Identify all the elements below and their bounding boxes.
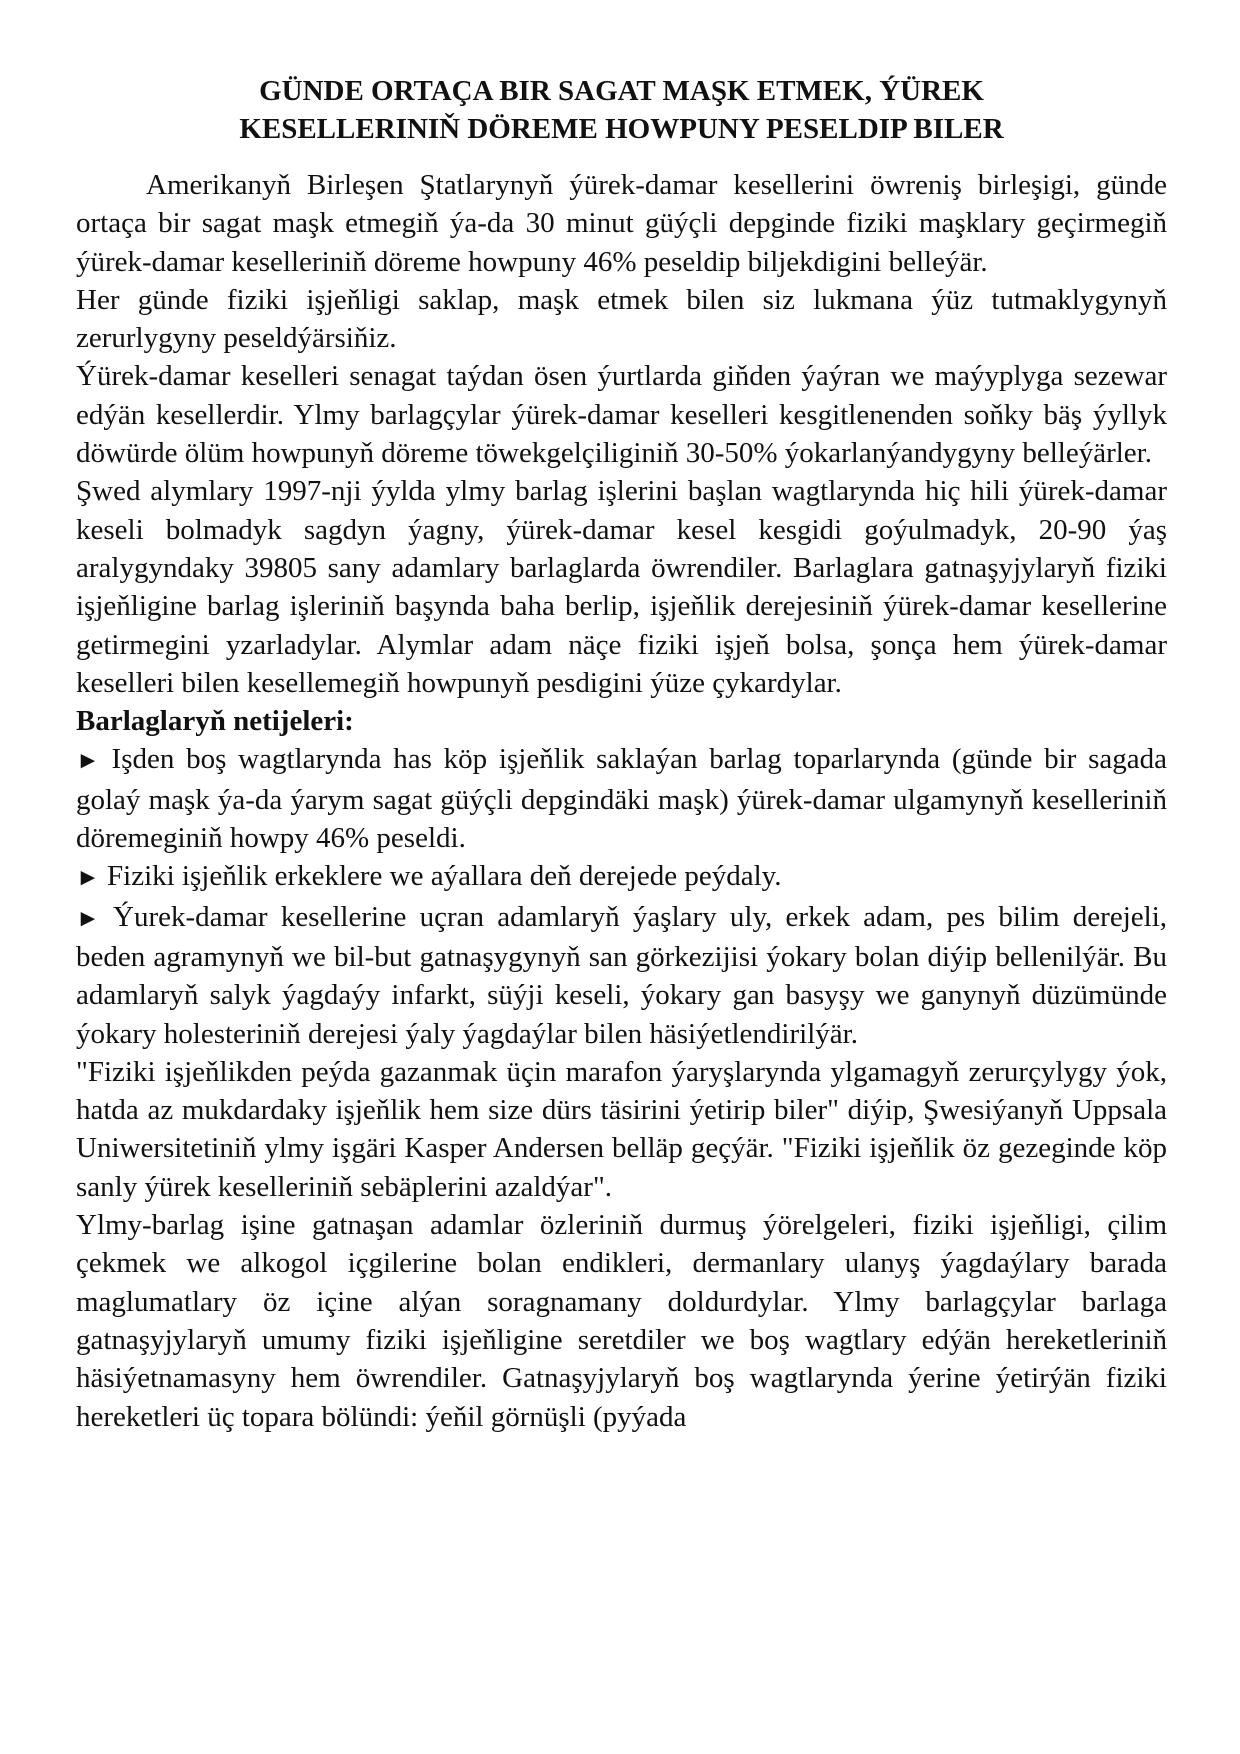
title-line-2: KESELLERINIŇ DÖREME HOWPUNY PESELDIP BILER xyxy=(239,113,1004,145)
bullet-text: Işden boş wagtlarynda has köp işjeňlik saklaýan barlag toparlarynda (günde bir sagada golaý maşk ýa-da ýarym sagat güýçli depgindäki maşk) ýürek-damar ulgamynyň keselleriniň döremeginiň howpy 46% peseldi. xyxy=(76,743,1167,855)
bullet-item xyxy=(76,898,1167,1053)
bullet-arrow-icon: ► xyxy=(76,865,100,892)
title-line-1: GÜNDE ORTAÇA BIR SAGAT MAŞK ETMEK, ÝÜREK xyxy=(259,75,984,107)
document-body xyxy=(76,72,1167,1436)
bullet-text: Fiziki işjeňlik erkeklere we aýallara deň derejede peýdaly. xyxy=(107,860,782,893)
quote-paragraph: "Fiziki işjeňlikden peýda gazanmak üçin marafon ýaryşlarynda ylgamagyň zerurçylygy ýok, hatda az mukdardaky işjeňlik hem size dürs täsirini ýetirip biler" diýip, Şwesiýanyň Uppsala Uniwersitetiniň ylmy işgäri Kasper Andersen belläp geçýär. "Fiziki işjeňlik öz gezeginde köp sanly ýürek keselleriniň sebäplerini azaldýar". xyxy=(76,1055,1167,1203)
paragraph: Ylmy-barlag işine gatnaşan adamlar özleriniň durmuş ýörelgeleri, fiziki işjeňligi, çilim çekmek we alkogol içgilerine bolan endikleri, dermanlary ulanyş ýagdaýlary barada maglumatlary öz içine alýan soragnamany doldurdylar. Ylmy barlagçylar barlaga gatnaşyjylaryň umumy fiziki işjeňligine seretdiler we boş wagtlary edýän hereketleriniň häsiýetnamasyny hem öwrendiler. Gatnaşyjylaryň boş wagtlarynda ýerine ýetirýän fiziki hereketleri üç topara bölündi: ýeňil görnüşli (pyýada xyxy=(76,1209,1167,1433)
paragraph: Her günde fiziki işjeňligi saklap, maşk etmek bilen siz lukmana ýüz tutmaklygynyň zerurlygyny peseldýärsiňiz. xyxy=(76,283,1167,355)
results-heading: Barlaglaryň netijeleri: xyxy=(76,705,354,738)
bullet-arrow-icon: ► xyxy=(76,905,100,932)
bullet-item xyxy=(76,857,1167,897)
paragraph-intro: Amerikanyň Birleşen Ştatlarynyň ýürek-damar kesellerini öwreniş birleşigi, günde ortaça bir sagat maşk etmegiň ýa-da 30 minut güýçli depginde fiziki maşklary geçirmegiň ýürek-damar keselleriniň döreme howpuny 46% peseldip biljekdigini belleýär. xyxy=(76,169,1167,278)
document-title xyxy=(76,72,1167,148)
bullet-item xyxy=(76,740,1167,857)
paragraph: Şwed alymlary 1997-nji ýylda ylmy barlag işlerini başlan wagtlarynda hiç hili ýürek-damar keseli bolmadyk sagdyn ýagny, ýürek-damar kesel kesgidi goýulmadyk, 20-90 ýaş aralygyndaky 39805 sany adamlary barlaglarda öwrendiler. Barlaglara gatnaşyjylaryň fiziki işjeňligine barlag işleriniň başynda baha berlip, işjeňlik derejesiniň ýürek-damar kesellerine getirmegini yzarladylar. Alymlar adam näçe fiziki işjeň bolsa, şonça hem ýürek-damar keselleri bilen kesellemegiň howpunyň pesdigini ýüze çykardylar. xyxy=(76,475,1167,699)
bullet-arrow-icon: ► xyxy=(76,748,100,775)
paragraph: Ýürek-damar keselleri senagat taýdan ösen ýurtlarda giňden ýaýran we maýyplyga sezewar edýän kesellerdir. Ylmy barlagçylar ýürek-damar keselleri kesgitlenenden soňky bäş ýyllyk döwürde ölüm howpunyň döreme töwekgelçiliginiň 30-50% ýokarlanýandygyny belleýärler. xyxy=(76,360,1167,470)
bullet-text: Ýurek-damar kesellerine uçran adamlaryň ýaşlary uly, erkek adam, pes bilim derejeli, beden agramynyň we bil-but gatnaşygynyň san görkezijisi ýokary bolan diýip bellenilýär. Bu adamlaryň salyk ýagdaýy infarkt, süýji keseli, ýokary gan basyşy we ganynyň düzümünde ýokary holesteriniň derejesi ýaly ýagdaýlar bilen häsiýetlendirilýär. xyxy=(76,900,1167,1050)
